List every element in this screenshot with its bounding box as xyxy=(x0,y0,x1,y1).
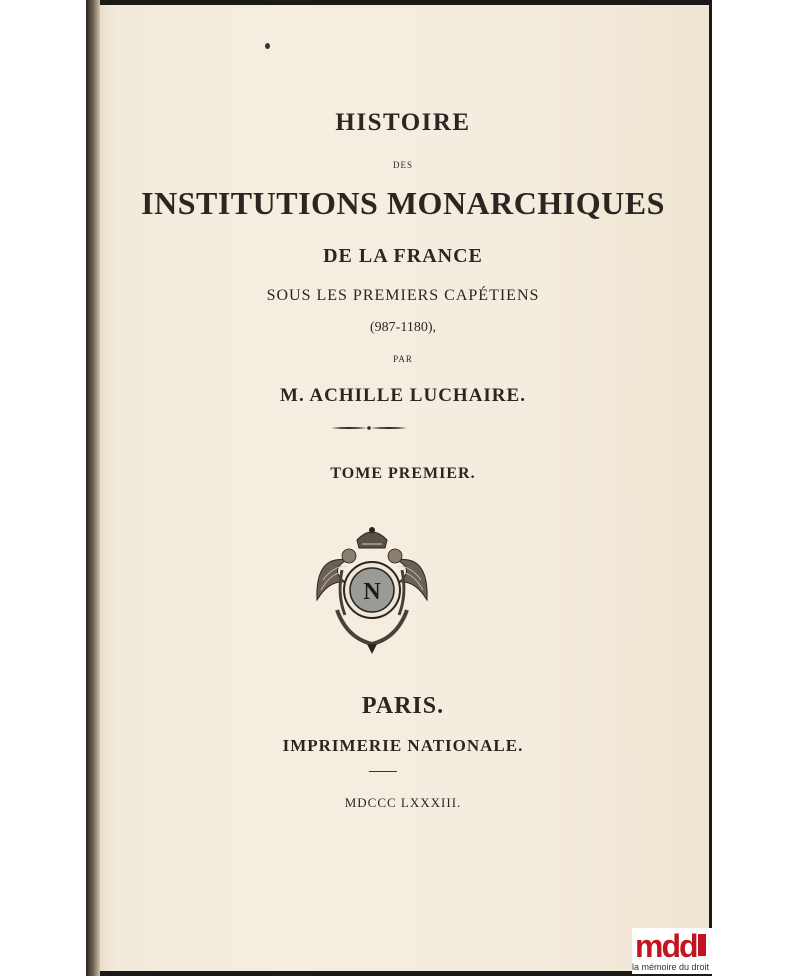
emblem-monogram: N xyxy=(363,579,381,605)
author-name: M. ACHILLE LUCHAIRE. xyxy=(280,385,526,406)
title-histoire: HISTOIRE xyxy=(335,109,471,136)
volume-label: TOME PREMIER. xyxy=(330,465,476,482)
mdd-watermark-logo xyxy=(632,928,712,974)
title-de-la-france: DE LA FRANCE xyxy=(323,245,483,267)
publication-year: MDCCC LXXXIII. xyxy=(344,795,462,810)
place-of-publication: PARIS. xyxy=(361,693,445,719)
by-label: PAR xyxy=(393,354,413,364)
book-page xyxy=(97,5,709,971)
subtitle-dates: (987-1180), xyxy=(370,320,436,335)
ink-speck xyxy=(265,43,270,49)
ornamental-rule xyxy=(329,423,409,433)
book-gutter xyxy=(86,0,100,976)
mdd-tagline: la mémoire du droit xyxy=(632,962,710,972)
mdd-logo-mark: mdd xyxy=(635,928,697,964)
title-institutions: INSTITUTIONS MONARCHIQUES xyxy=(141,185,665,221)
mdd-logo-bar xyxy=(698,934,706,956)
subtitle-capetiens: SOUS LES PREMIERS CAPÉTIENS xyxy=(266,287,540,304)
short-divider xyxy=(369,771,397,772)
publisher-name: IMPRIMERIE NATIONALE. xyxy=(282,736,524,755)
imperial-emblem-icon xyxy=(307,520,437,655)
title-des: DES xyxy=(392,160,413,170)
